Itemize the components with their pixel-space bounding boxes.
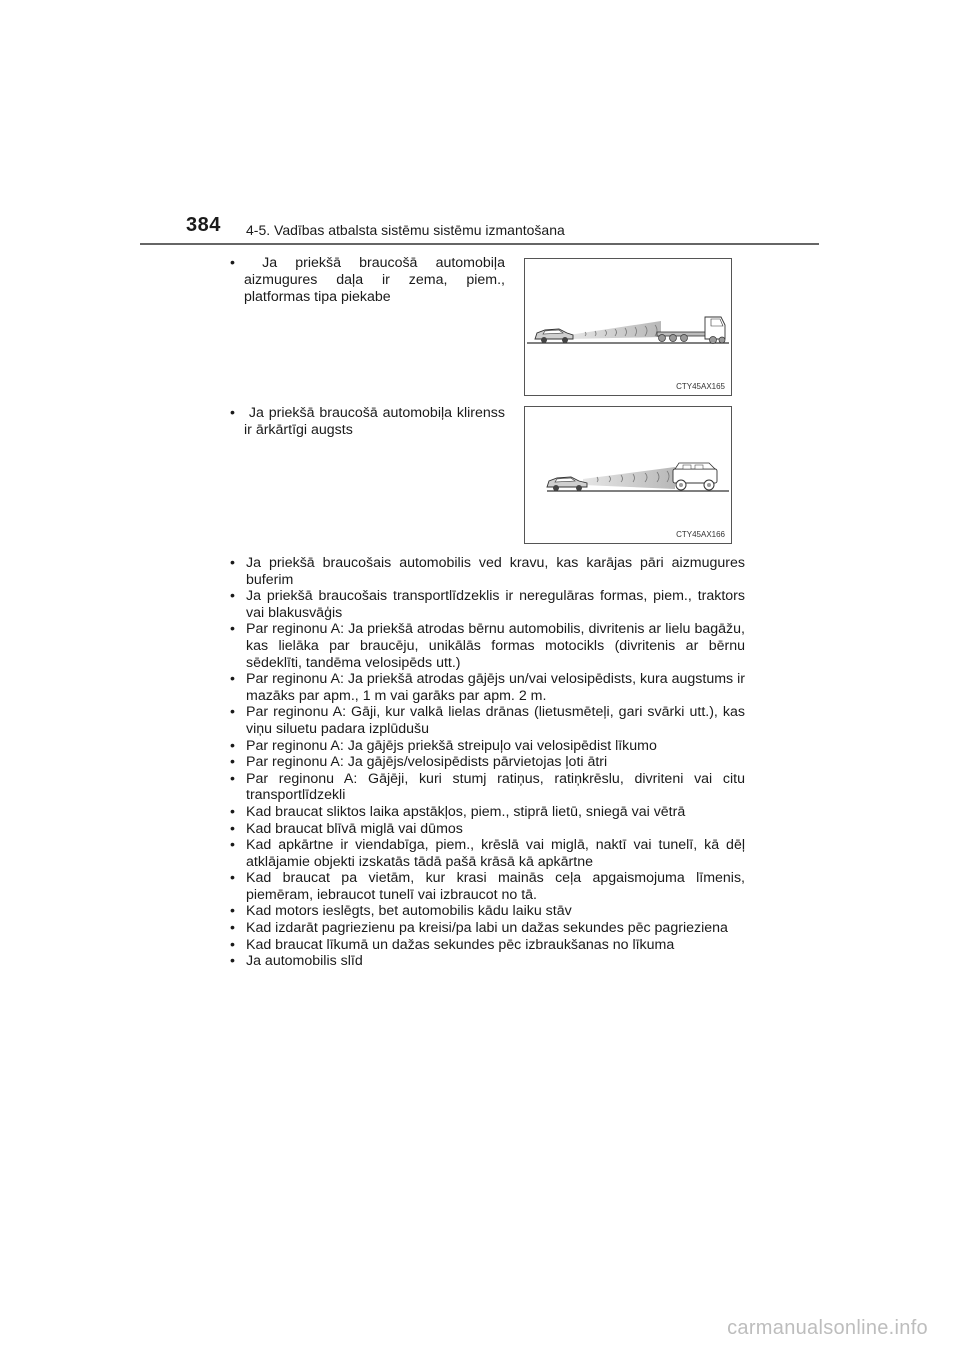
bullet-list <box>230 555 745 970</box>
list-item: • Kad braucat pa vietām, kur krasi mainās ceļa apgaismojuma līmenis, piemēram, iebraucot tunelī vai izbraucot no tā. <box>230 870 745 903</box>
list-item: • Kad motors ieslēgts, bet automobilis kādu laiku stāv <box>230 903 572 920</box>
top-bullet-text: Ja priekšā braucošā automobiļa aizmugures daļa ir zema, piem., platformas tipa piekabe <box>244 255 505 305</box>
list-item: • Kad braucat blīvā miglā vai dūmos <box>230 820 463 837</box>
watermark: carmanualsonline.info <box>727 1317 928 1339</box>
illustration-car-behind-high-vehicle <box>525 407 731 543</box>
list-item: • Par reginonu A: Ja gājējs priekšā streipuļo vai velosipēdist līkumo <box>230 737 657 754</box>
list-item: • Ja automobilis slīd <box>230 953 363 970</box>
top-bullet-text: Ja priekšā braucošā automobiļa klirenss ir ārkārtīgi augsts <box>244 405 505 438</box>
list-item: • Par reginonu A: Gājēji, kuri stumj ratiņus, ratiņkrēslu, divriteni vai citu transportlīdzekli <box>230 770 745 804</box>
list-item: • Par reginonu A: Ja priekšā atrodas bērnu automobilis, divritenis ar lielu bagāžu, kas lielāka par braucēju, unikālās formas motocikls (divritenis ar bērnu sēdeklīti, tandēma velosipēds utt.) <box>230 621 745 671</box>
list-item: • Par reginonu A: Ja gājējs/velosipēdists pārvietojas ļoti ātri <box>230 754 608 771</box>
header-rule <box>140 243 819 245</box>
figure-high-clearance-vehicle <box>524 406 732 544</box>
section-title: 4-5. Vadības atbalsta sistēmu sistēmu izmantošana <box>246 222 565 238</box>
list-item: • Ja priekšā braucošais transportlīdzeklis ir neregulāras formas, piem., traktors vai blakusvāģis <box>230 588 745 621</box>
figure-low-rear-trailer <box>524 258 732 396</box>
illustration-car-behind-flatbed <box>525 259 731 395</box>
list-item: • Kad apkārtne ir viendabīga, piem., krēslā vai miglā, naktī vai tunelī, kā dēļ atklājamie objekti izskatās tādā pašā krāsā kā apkārtne <box>230 837 745 870</box>
list-item: • Kad braucat līkumā un dažas sekundes pēc izbraukšanas no līkuma <box>230 936 675 953</box>
page-number: 384 <box>186 214 221 236</box>
list-item: • Par reginonu A: Ja priekšā atrodas gājējs un/vai velosipēdists, kura augstums ir mazāks par apm., 1 m vai garāks par apm. 2 m. <box>230 671 745 704</box>
figure-code: CTY45AX165 <box>676 382 725 391</box>
figure-code: CTY45AX166 <box>676 530 725 539</box>
top-bullet-high-clearance <box>230 405 505 439</box>
top-bullet-low-rear <box>230 255 505 306</box>
list-item: • Ja priekšā braucošais automobilis ved kravu, kas karājas pāri aizmugures buferim <box>230 555 745 588</box>
list-item: • Kad izdarāt pagriezienu pa kreisi/pa labi un dažas sekundes pēc pagrieziena <box>230 920 728 937</box>
list-item: • Par reginonu A: Gāji, kur valkā lielas drānas (lietusmēteļi, gari svārki utt.), kas viņu siluetu padara izplūdušu <box>230 704 745 737</box>
list-item: • Kad braucat sliktos laika apstākļos, piem., stiprā lietū, sniegā vai vētrā <box>230 803 686 820</box>
